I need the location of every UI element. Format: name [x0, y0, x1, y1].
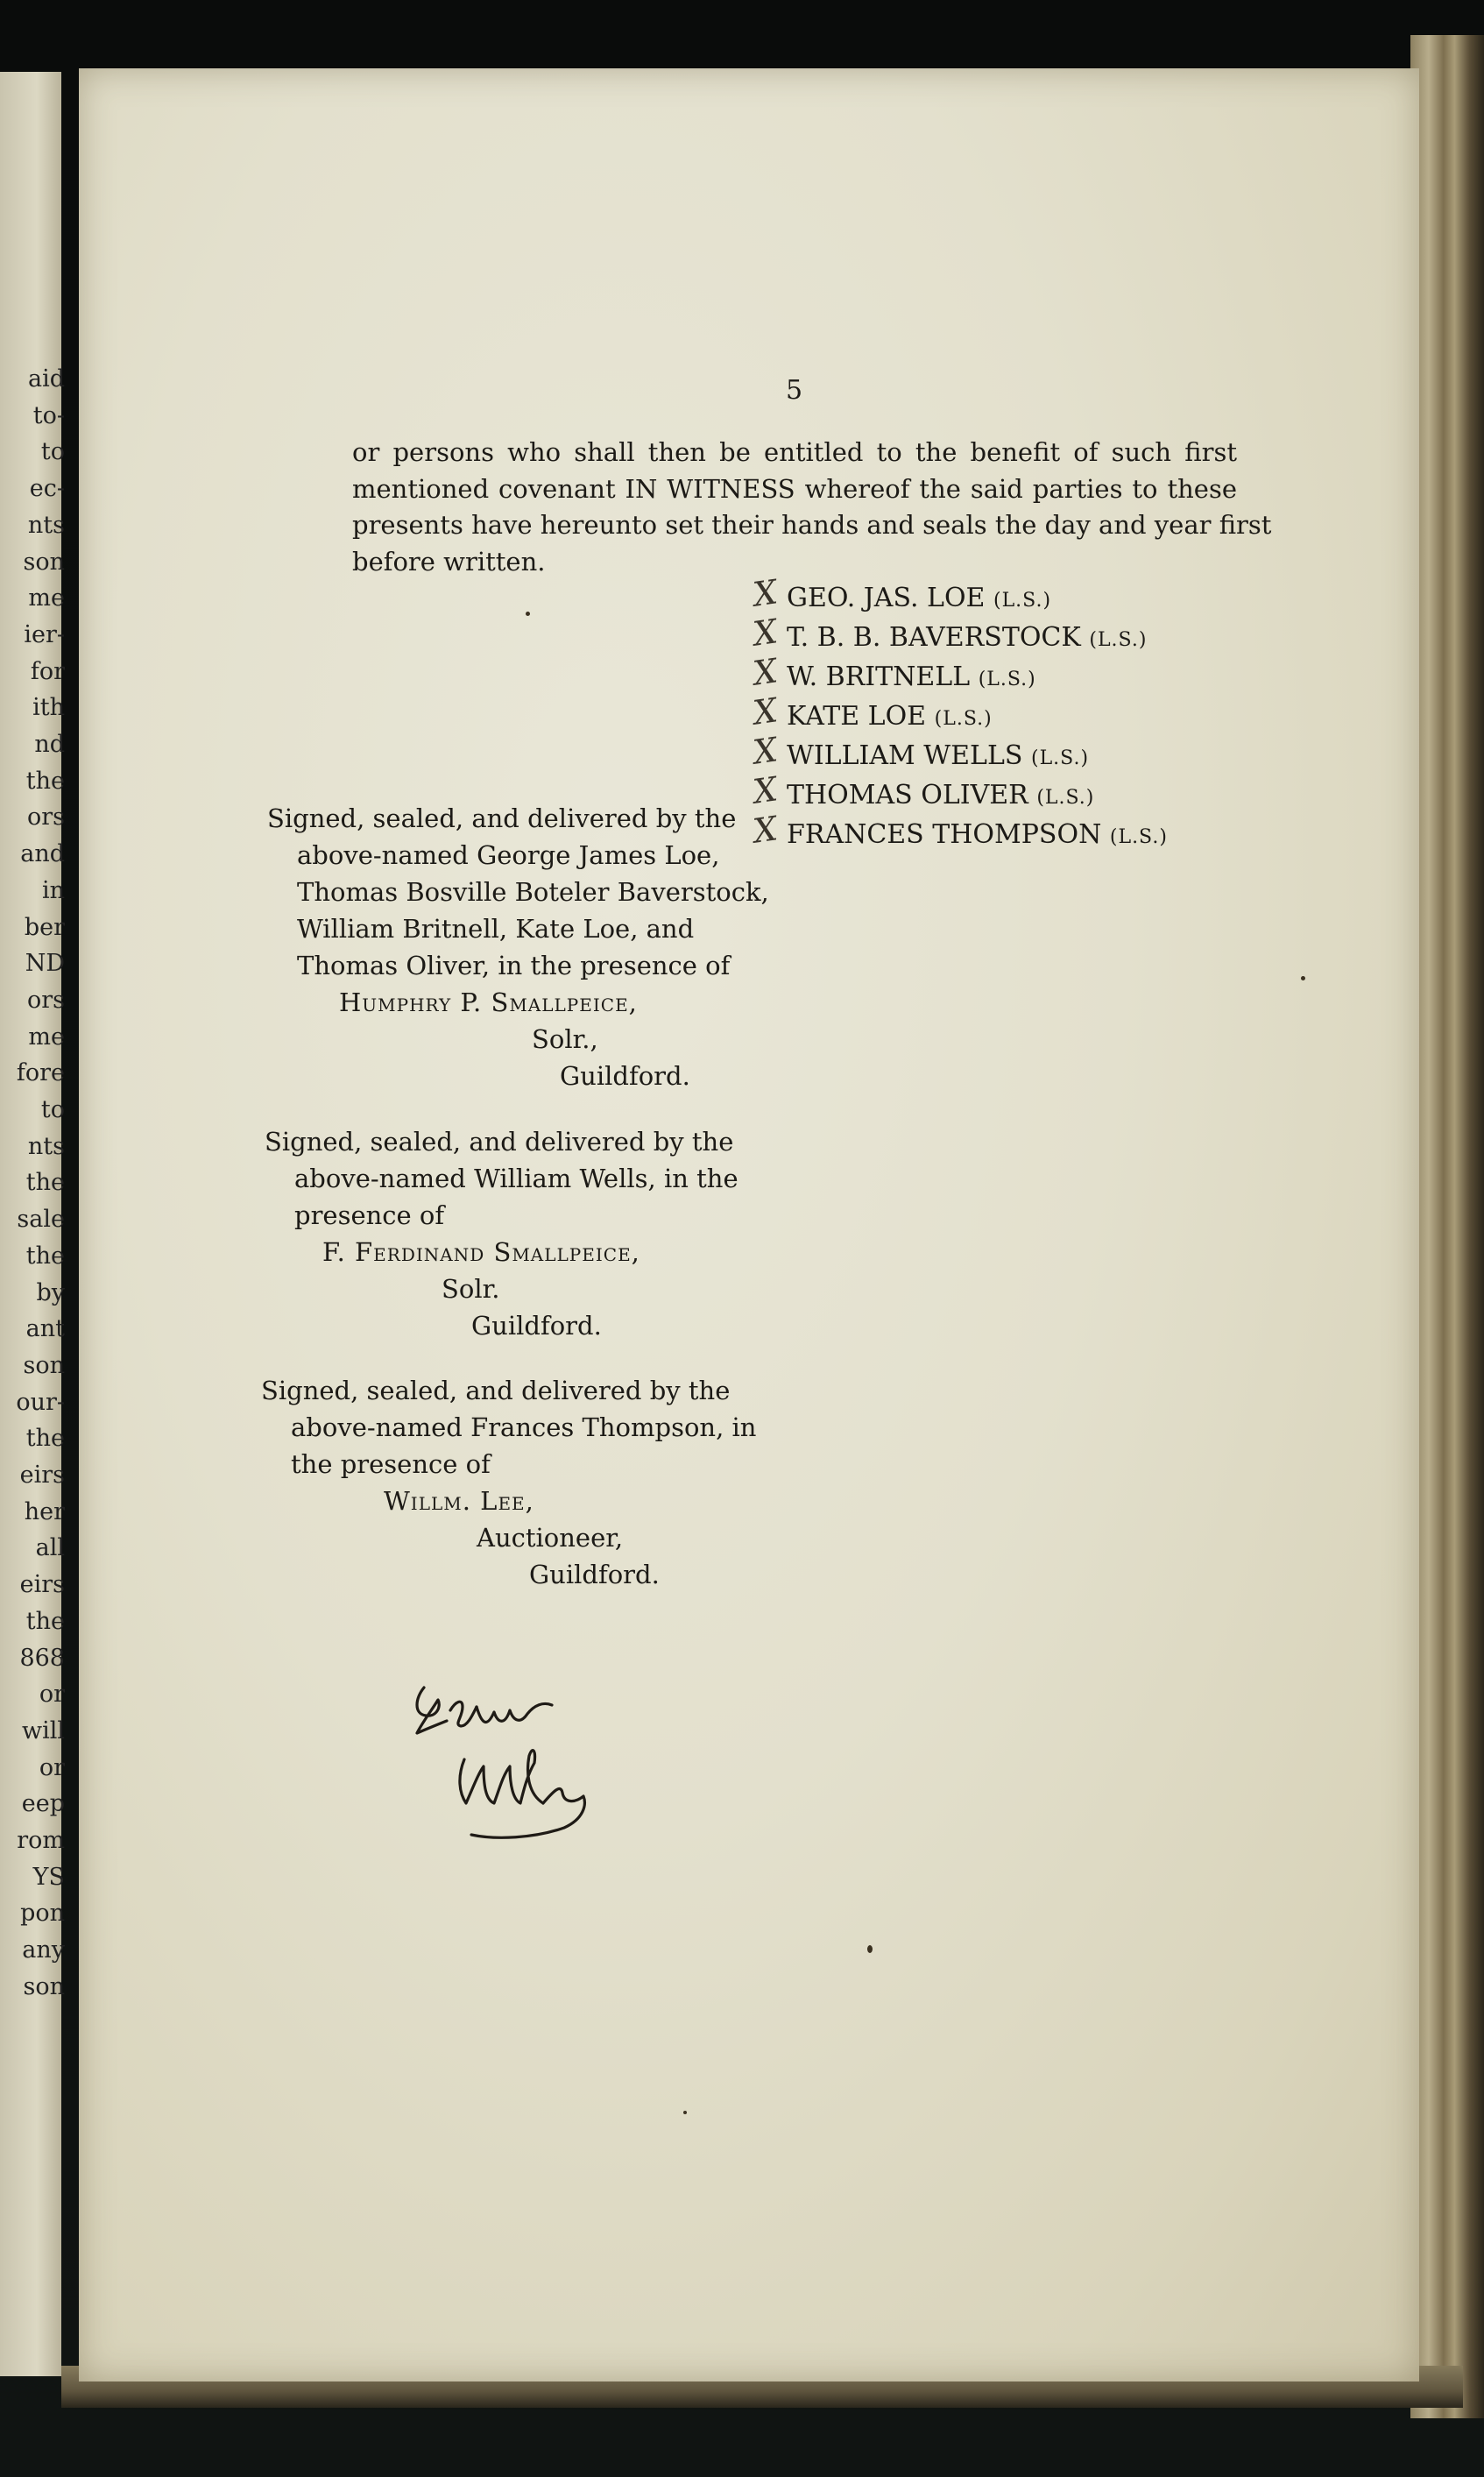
facing-page-text-fragment: ors [26, 986, 65, 1014]
attestation-line: Signed, sealed, and delivered by the [261, 1376, 731, 1405]
facing-page-text-fragment: nts [27, 511, 65, 539]
signatory-row [751, 572, 1168, 619]
facing-page-text-fragment: the [25, 1607, 65, 1635]
facing-page-text-fragment: sale [17, 1206, 65, 1234]
facing-page-text-fragment: her [24, 1497, 65, 1525]
attestation-line: Thomas Bosville Boteler Baverstock, [297, 877, 769, 907]
facing-page-text-fragment: son [23, 548, 65, 576]
witness-name: Humphry P. Smallpeice, [339, 987, 638, 1017]
seal-marker: (L.S.) [1030, 747, 1090, 769]
facing-page-text-fragment: to [40, 1096, 65, 1123]
attestation-clause [267, 800, 769, 1094]
witness-name: F. Ferdinand Smallpeice, [322, 1237, 640, 1267]
signatory-row [751, 769, 1168, 817]
signatory-name: W. BRITNELL [787, 662, 971, 692]
facing-page-text-fragment: ier- [24, 620, 65, 648]
facing-page-text-fragment: the [25, 1425, 65, 1453]
witness-title: Auctioneer, [477, 1523, 624, 1553]
facing-page-text-fragment: rom [17, 1827, 65, 1854]
facing-page-text-fragment: or [39, 1753, 65, 1781]
signatory-row [751, 730, 1168, 777]
facing-page-text-fragment: will [21, 1716, 65, 1745]
attestation-line: Thomas Oliver, in the presence of [297, 951, 731, 980]
signatory-name: WILLIAM WELLS [787, 740, 1023, 771]
paragraph-line: or persons who shall then be entitled to the benefit of such first [352, 437, 1237, 467]
attestation-line: above-named George James Loe, [297, 840, 720, 870]
facing-page-text-fragment: all [35, 1534, 65, 1562]
facing-page-text-fragment: to [40, 438, 65, 466]
witness-title: Solr. [442, 1274, 500, 1304]
facing-page-text-fragment: son [23, 1972, 65, 2000]
signatory-row [751, 651, 1168, 698]
handwritten-mark: X [751, 651, 780, 693]
signatory-list [751, 572, 1168, 856]
facing-page-text-fragment: ND [25, 950, 65, 978]
facing-page-text-fragment: the [25, 1242, 65, 1270]
facing-page-text-fragment: nts [27, 1132, 65, 1160]
facing-page-text-fragment: for [30, 657, 65, 685]
signatory-name: THOMAS OLIVER [787, 780, 1028, 810]
facing-page-strip [0, 72, 65, 2376]
facing-page-text-fragment: 868 [19, 1644, 65, 1672]
signatory-row [751, 612, 1168, 659]
facing-page-text-fragment: ors [26, 803, 65, 832]
attestation-line: above-named Frances Thompson, in [291, 1412, 757, 1442]
facing-page-text-fragment: in [41, 876, 65, 904]
attestation-line: Signed, sealed, and delivered by the [265, 1127, 734, 1157]
attestation-line: presence of [294, 1200, 445, 1230]
facing-page-text-fragment: the [25, 1169, 65, 1197]
handwritten-mark: X [751, 612, 780, 654]
attestation-line: William Britnell, Kate Loe, and [297, 914, 695, 944]
facing-page-text-fragment: the [25, 767, 65, 795]
seal-marker: (L.S.) [1036, 787, 1095, 809]
opening-paragraph [352, 435, 1272, 580]
facing-page-text-fragment: fore [16, 1059, 65, 1087]
witness-place: Guildford. [560, 1061, 690, 1091]
paragraph-line: before written. [352, 546, 546, 577]
facing-page-text-fragment: YS [32, 1863, 65, 1891]
facing-page-text-fragment: to- [32, 401, 65, 429]
signatory-name: KATE LOE [787, 701, 927, 732]
page-stack-edge [1410, 35, 1484, 2418]
facing-page-text-fragment: eirs [19, 1461, 65, 1489]
facing-page-text-fragment: son [23, 1351, 65, 1379]
paper-speck [526, 612, 530, 616]
facing-page-text-fragment: ec- [29, 475, 65, 503]
attestation-clause [265, 1123, 738, 1344]
facing-page-text-fragment: me [28, 584, 65, 612]
paragraph-line: mentioned covenant IN WITNESS whereof the said parties to these [352, 473, 1237, 504]
witness-place: Guildford. [529, 1560, 660, 1589]
facing-page-text-fragment: by [36, 1278, 65, 1306]
facing-page-text-fragment: eirs [19, 1571, 65, 1599]
paper-speck [683, 2111, 687, 2114]
handwritten-mark: X [751, 730, 780, 772]
attestation-line: the presence of [291, 1449, 491, 1479]
seal-marker: (L.S.) [1109, 826, 1168, 848]
paragraph-line: presents have hereunto set their hands and seals the day and year first [352, 510, 1272, 540]
attestation-clause [261, 1372, 756, 1593]
handwritten-mark: X [751, 809, 780, 851]
facing-page-text-fragment: or [39, 1681, 65, 1709]
facing-page-text-fragment: ber [24, 913, 65, 941]
attestation-line: above-named William Wells, in the [294, 1164, 738, 1193]
signatory-row [751, 809, 1168, 856]
paper-speck [1301, 976, 1305, 980]
page-number: 5 [786, 375, 803, 406]
facing-page-text-fragment: nd [34, 731, 65, 758]
seal-marker: (L.S.) [978, 669, 1036, 690]
facing-page-text-fragment: eep [21, 1790, 65, 1818]
signatory-name: T. B. B. BAVERSTOCK [787, 622, 1081, 653]
seal-marker: (L.S.) [934, 708, 993, 730]
signatory-name: GEO. JAS. LOE [787, 583, 986, 613]
signatory-name: FRANCES THOMPSON [787, 819, 1102, 850]
seal-marker: (L.S.) [1089, 629, 1148, 651]
witness-place: Guildford. [471, 1311, 602, 1341]
handwritten-mark: X [751, 769, 780, 811]
facing-page-text-fragment: our- [16, 1388, 65, 1416]
facing-page-text-fragment: ith [32, 694, 65, 722]
attestation-line: Signed, sealed, and delivered by the [267, 803, 737, 833]
facing-page-text-fragment: me [28, 1023, 65, 1051]
witness-name: Willm. Lee, [384, 1486, 534, 1516]
signatory-row [751, 690, 1168, 738]
facing-page-text-fragment: pon [20, 1900, 65, 1928]
witness-title: Solr., [532, 1024, 598, 1054]
seal-marker: (L.S.) [993, 590, 1052, 612]
document-page [79, 68, 1419, 2381]
facing-page-text-fragment: ant [25, 1315, 65, 1343]
paper-speck [867, 1945, 873, 1953]
facing-page-text-fragment: any [22, 1936, 65, 1964]
facing-page-text-fragment: aid [27, 365, 65, 393]
handwritten-mark: X [751, 572, 780, 614]
facing-page-text-fragment: and [20, 840, 65, 868]
handwritten-signature [412, 1672, 622, 1856]
handwritten-mark: X [751, 690, 780, 732]
